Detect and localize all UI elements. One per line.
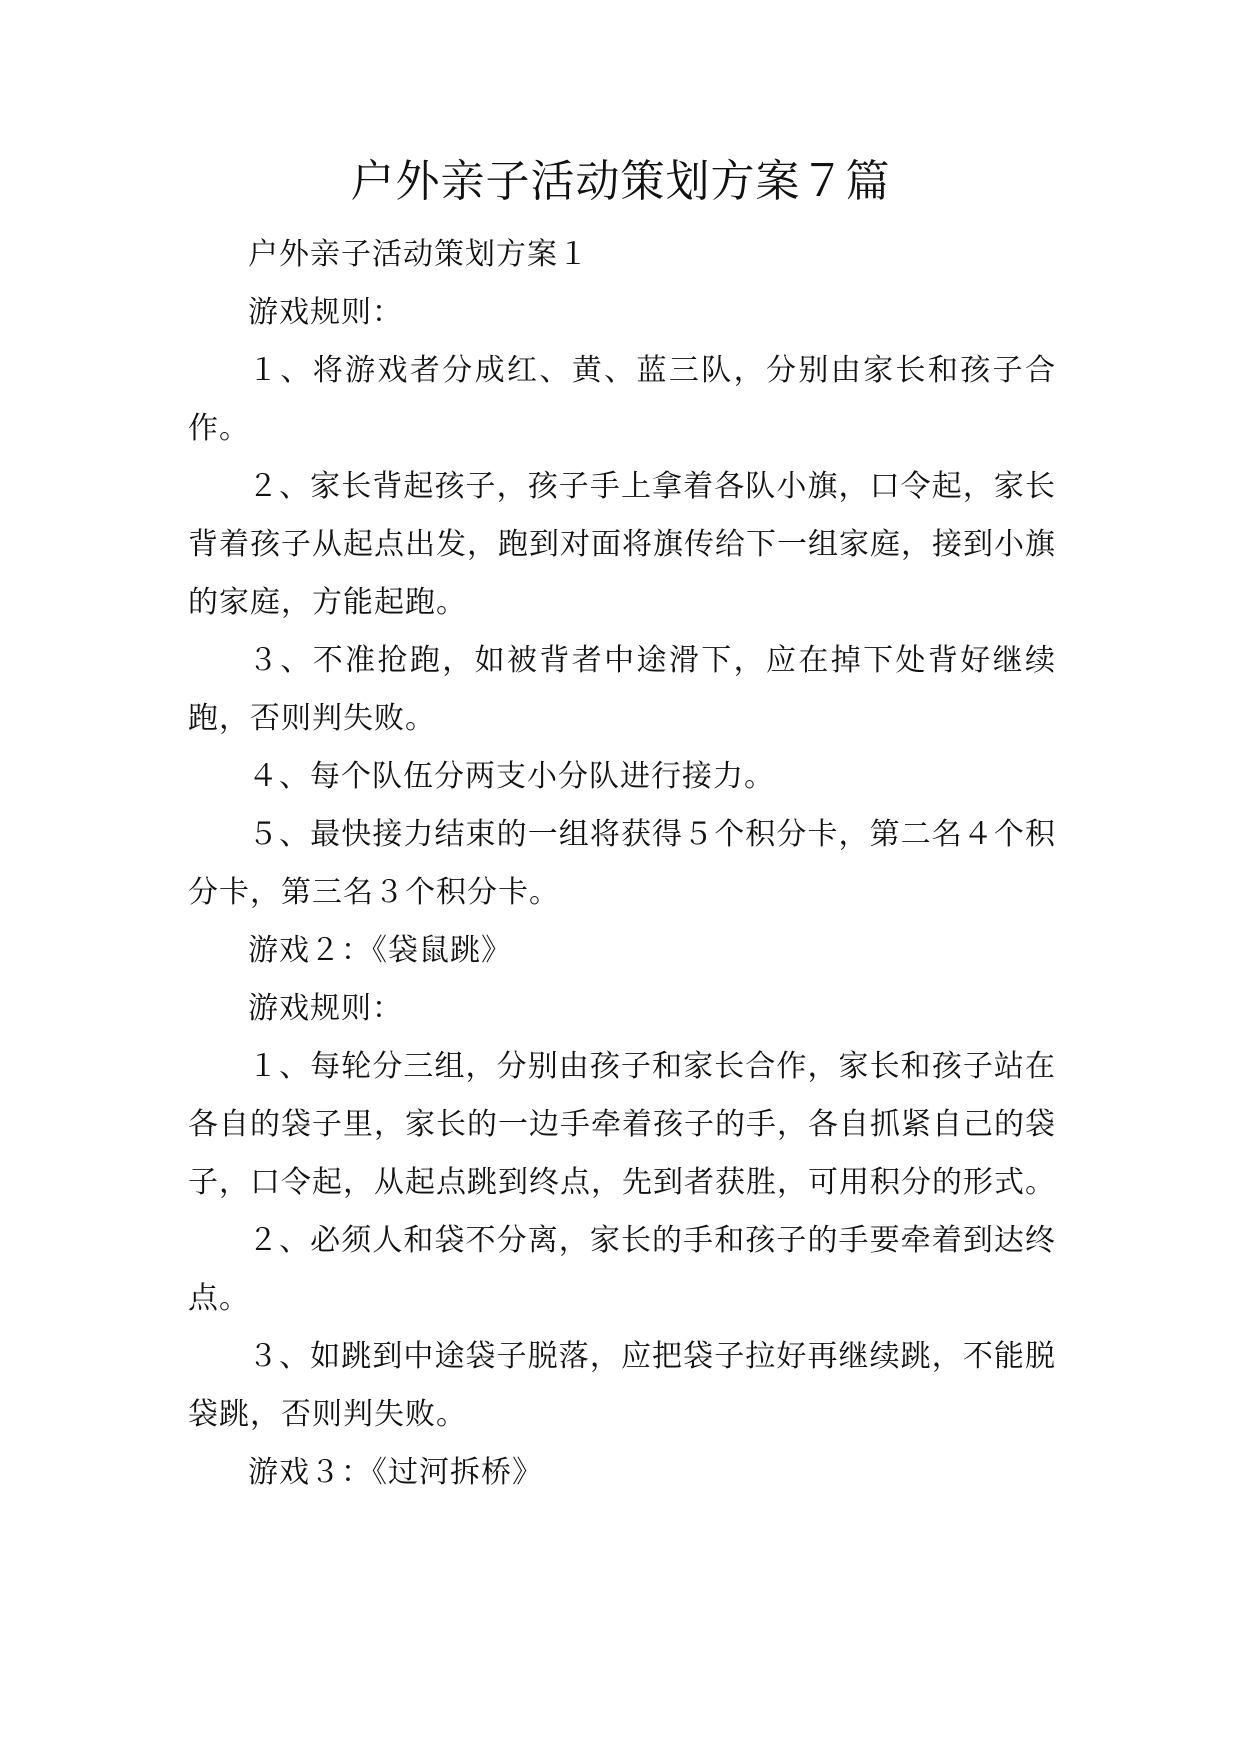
paragraph-rule-1: １、将游戏者分成红、黄、蓝三队，分别由家长和孩子合作。 [188, 353, 1056, 446]
paragraph-rule-2: ２、家长背起孩子，孩子手上拿着各队小旗，口令起，家长背着孩子从起点出发，跑到对面将旗传给下一组家庭，接到小旗的家庭，方能起跑。 [188, 469, 1056, 620]
paragraph-plan-heading: 户外亲子活动策划方案１ [248, 237, 589, 272]
document-title: 户外亲子活动策划方案７篇 [350, 156, 891, 207]
paragraph-rule-5: ５、最快接力结束的一组将获得５个积分卡，第二名４个积分卡，第三名３个积分卡。 [188, 817, 1056, 910]
paragraph-game-2-rule-2: ２、必须人和袋不分离，家长的手和孩子的手要牵着到达终点。 [188, 1223, 1056, 1316]
paragraph-game-2-rule-3: ３、如跳到中途袋子脱落，应把袋子拉好再继续跳，不能脱袋跳，否则判失败。 [188, 1339, 1056, 1432]
paragraph-rule-4: ４、每个队伍分两支小分队进行接力。 [248, 759, 775, 794]
paragraph-rules-heading: 游戏规则： [248, 295, 403, 330]
paragraph-game-2-heading: 游戏２：《袋鼠跳》 [248, 933, 512, 968]
paragraph-rule-3: ３、不准抢跑，如被背者中途滑下，应在掉下处背好继续跑，否则判失败。 [188, 643, 1056, 736]
paragraph-game-2-rule-1: １、每轮分三组，分别由孩子和家长合作，家长和孩子站在各自的袋子里，家长的一边手牵着孩子的手，各自抓紧自己的袋子，口令起，从起点跳到终点，先到者获胜，可用积分的形式。 [188, 1049, 1056, 1200]
paragraph-game-2-rules-heading: 游戏规则： [248, 991, 403, 1026]
paragraph-game-3-heading: 游戏３：《过河拆桥》 [248, 1455, 543, 1490]
document-body [188, 226, 1056, 1502]
